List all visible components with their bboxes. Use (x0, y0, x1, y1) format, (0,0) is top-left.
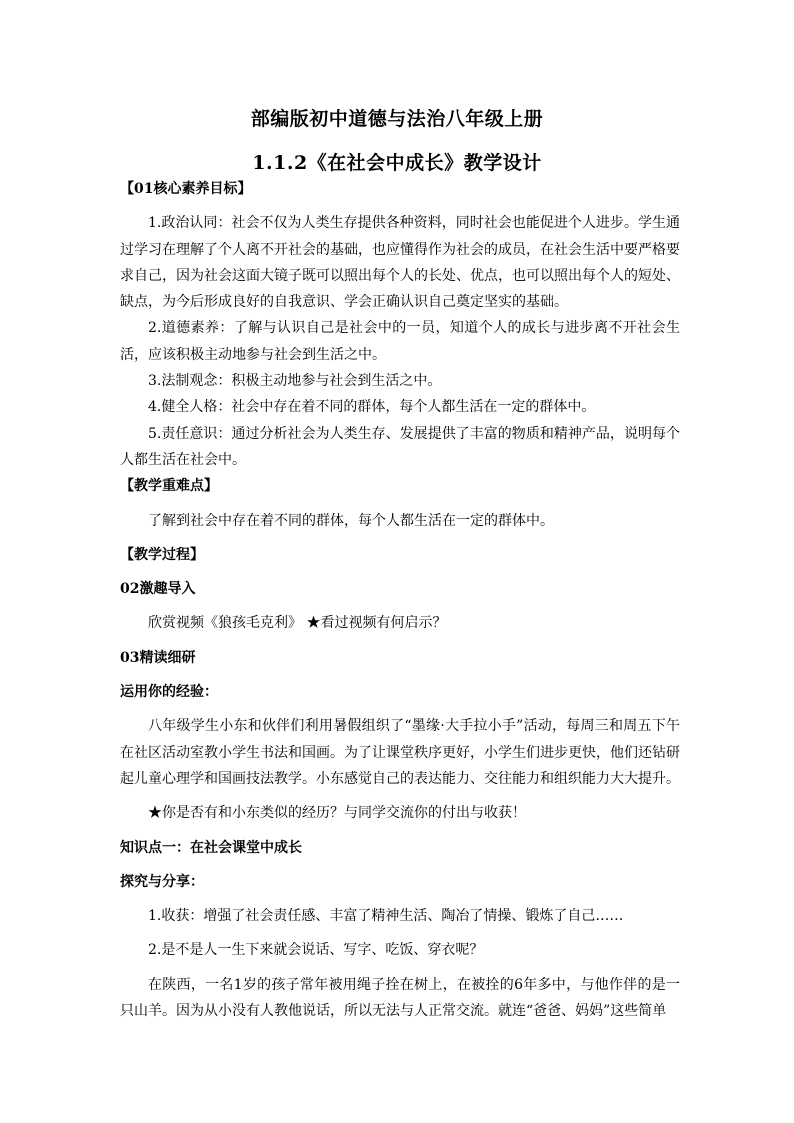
section-heading-core-goals: 【01核心素养目标】 (120, 181, 252, 197)
explore-item-2: 2.是不是人一生下来就会说话、写字、吃饭、穿衣呢？ (148, 942, 484, 959)
intro-text: 欣赏视频《狼孩毛克利》 ★看过视频有何启示？ (148, 615, 447, 632)
document-title: 部编版初中道德与法治八年级上册 (250, 108, 544, 130)
subsection-heading-explore: 探究与分享： (120, 873, 204, 890)
experience-question: ★你是否有和小东类似的经历？与同学交流你的付出与收获！ (148, 805, 526, 822)
section-heading-process: 【教学过程】 (120, 546, 204, 563)
goal-item-3: 3.法制观念：积极主动地参与社会到生活之中。 (148, 373, 442, 390)
goal-item-1: 1.政治认同：社会不仅为人类生存提供各种资料，同时社会也能促进个人进步。学生通过学习在理解了个人离不开社会的基础，也应懂得作为社会的成员，在社会生活中要严格要求自己，因为社会这面大镜子既可以照出每个人的长处、优点，也可以照出每个人的短处、缺点，为今后形成良好的自我意识、学会正确认识自己奠定坚实的基础。 (120, 215, 680, 311)
key-points-text: 了解到社会中存在着不同的群体，每个人都生活在一定的群体中。 (148, 512, 554, 529)
lesson-title: 1.1.2《在社会中成长》教学设计 (252, 152, 542, 174)
document-body (120, 176, 680, 1024)
explore-item-1: 1.收获：增强了社会责任感、丰富了精神生活、陶冶了情操、锻炼了自己…… (148, 908, 624, 925)
goal-item-5: 5.责任意识：通过分析社会为人类生存、发展提供了丰富的物质和精神产品，说明每个人都生活在社会中。 (120, 425, 680, 468)
goal-item-4: 4.健全人格：社会中存在着不同的群体，每个人都生活在一定的群体中。 (148, 399, 596, 416)
section-heading-key-points: 【教学重难点】 (120, 478, 218, 495)
goal-item-2: 2.道德素养：了解与认识自己是社会中的一员，知道个人的成长与进步离不开社会生活，应该积极主动地参与社会到生活之中。 (120, 320, 680, 363)
knowledge-point-heading-1: 知识点一：在社会课堂中成长 (120, 839, 302, 856)
subsection-heading-experience: 运用你的经验： (120, 684, 218, 701)
subsection-heading-intro: 02激趣导入 (120, 581, 196, 598)
experience-text: 八年级学生小东和伙伴们利用暑假组织了“墨缘·大手拉小手”活动，每周三和周五下午在社区活动室教小学生书法和国画。为了让课堂秩序更好，小学生们进步更快，他们还钻研起儿童心理学和国画技法教学。小东感觉自己的表达能力、交往能力和组织能力大大提升。 (120, 718, 680, 787)
explore-item-3: 在陕西，一名1岁的孩子常年被用绳子拴在树上，在被拴的6年多中，与他作伴的是一只山羊。因为从小没有人教他说话，所以无法与人正常交流。就连“爸爸、妈妈”这些简单 (120, 976, 680, 1020)
subsection-heading-study: 03精读细研 (120, 649, 196, 666)
